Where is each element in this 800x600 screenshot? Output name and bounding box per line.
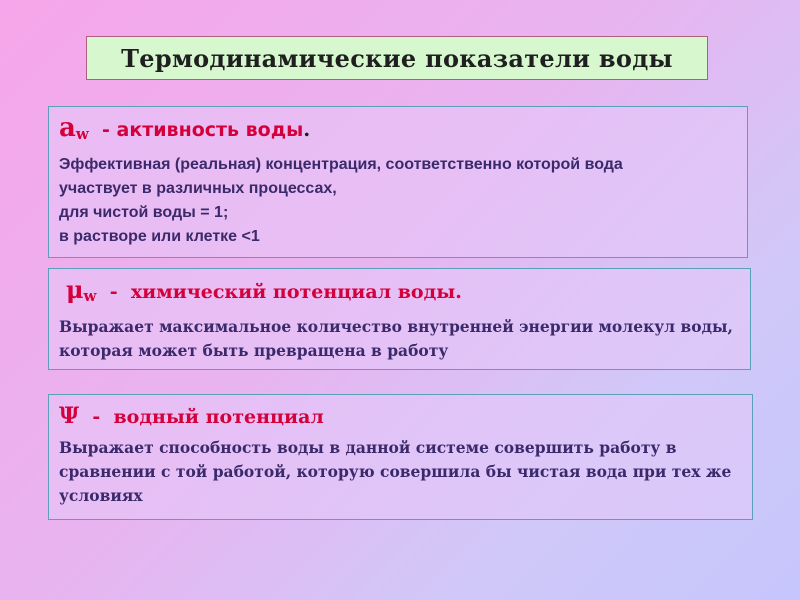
card-heading	[59, 403, 742, 430]
heading-label: - активность воды	[88, 119, 304, 141]
card-water-potential	[48, 394, 753, 520]
card-heading	[59, 277, 740, 309]
heading-label: - водный потенциал	[79, 406, 324, 428]
body-line: которая может быть превращена в работу	[59, 341, 449, 360]
heading-label: - химический потенциал воды.	[96, 281, 462, 303]
body-line: участвует в различных процессах,	[59, 180, 337, 197]
card-water-activity	[48, 106, 748, 258]
body-line: в растворе или клетке <1	[59, 228, 260, 245]
mu-subscript: w	[83, 287, 97, 305]
body-line: Выражает способность воды в данной системе совершить работу в	[59, 438, 677, 457]
body-line: Эффективная (реальная) концентрация, соответственно которой вода	[59, 156, 623, 173]
mu-symbol: μ	[65, 275, 84, 304]
body-line: для чистой воды = 1;	[59, 204, 229, 221]
activity-symbol: a	[59, 113, 76, 143]
body-line: сравнении с той работой, которую совершила бы чистая вода при тех же	[59, 462, 732, 481]
card-chemical-potential	[48, 268, 751, 370]
body-line: Выражает максимальное количество внутренней энергии молекул воды,	[59, 317, 733, 336]
body-line: условиях	[59, 486, 143, 505]
page-title: Термодинамические показатели воды	[121, 43, 673, 73]
title-box	[86, 36, 708, 80]
psi-symbol: Ψ	[59, 403, 80, 429]
card-heading	[59, 115, 737, 147]
heading-tail: .	[303, 117, 311, 141]
activity-subscript: w	[75, 125, 89, 143]
